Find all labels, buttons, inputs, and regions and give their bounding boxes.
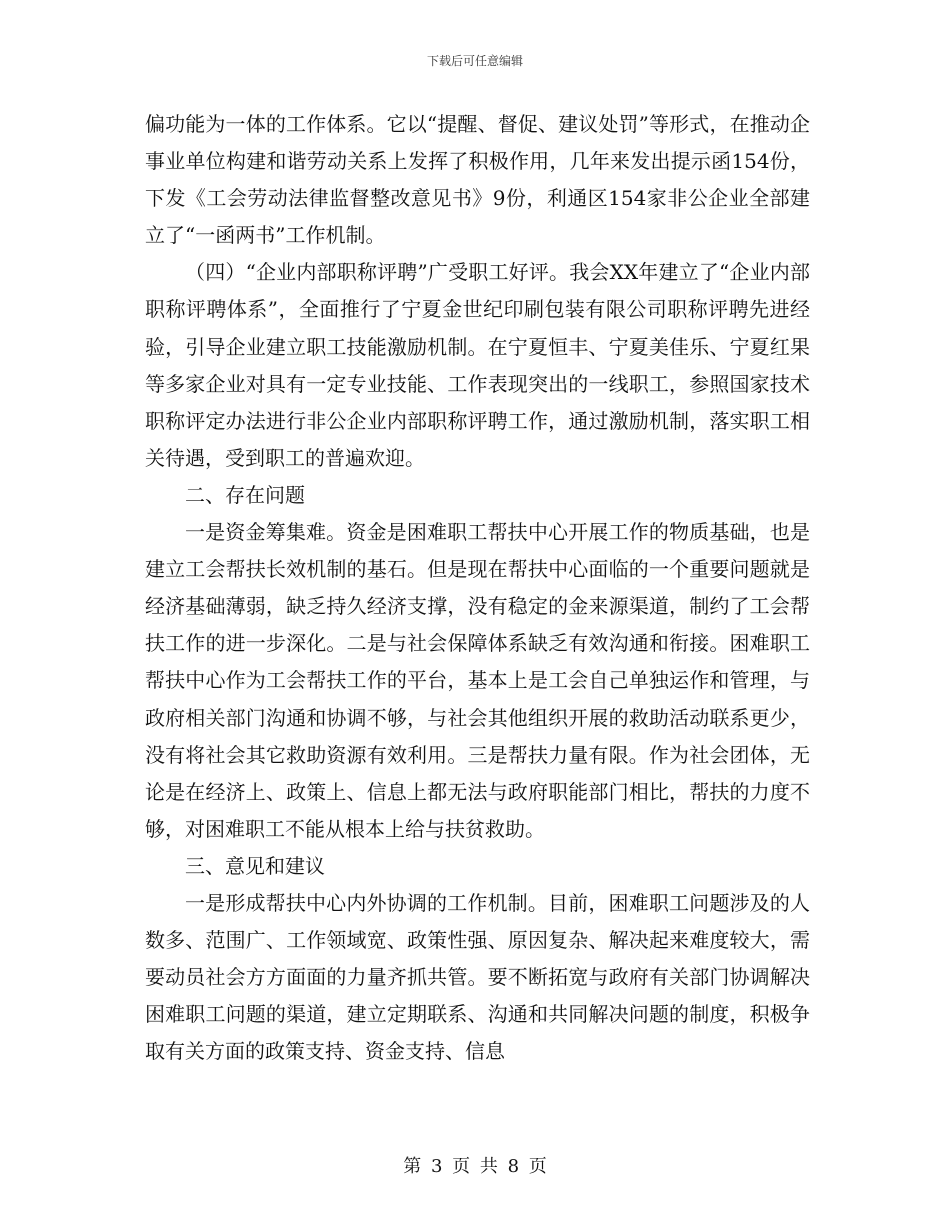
paragraph-section-four: （四）“企业内部职称评聘”广受职工好评。我会XX年建立了“企业内部职称评聘体系”，全面推行了宁夏金世纪印刷包装有限公司职称评聘先进经验，引导企业建立职工技能激励机制。在宁夏恒丰、宁夏美佳乐、宁夏红果等多家企业对具有一定专业技能、工作表现突出的一线职工，参照国家技术职称评定办法进行非公企业内部职称评聘工作，通过激励机制，落实职工相关待遇，受到职工的普遍欢迎。 [145, 260, 810, 470]
section-heading-problems: 二、存在问题 [185, 482, 305, 507]
page-number-footer: 第 3 页 共 8 页 [403, 1156, 547, 1177]
paragraph-problems: 一是资金筹集难。资金是困难职工帮扶中心开展工作的物质基础，也是建立工会帮扶长效机制的基石。但是现在帮扶中心面临的一个重要问题就是经济基础薄弱，缺乏持久经济支撑，没有稳定的金来源渠道，制约了工会帮扶工作的进一步深化。二是与社会保障体系缺乏有效沟通和衔接。困难职工帮扶中心作为工会帮扶工作的平台，基本上是工会自己单独运作和管理，与政府相关部门沟通和协调不够，与社会其他组织开展的救助活动联系更少，没有将社会其它救助资源有效利用。三是帮扶力量有限。作为社会团体，无论是在经济上、政策上、信息上都无法与政府职能部门相比，帮扶的力度不够，对困难职工不能从根本上给与扶贫救助。 [145, 520, 810, 841]
paragraph-suggestions: 一是形成帮扶中心内外协调的工作机制。目前，困难职工问题涉及的人数多、范围广、工作领域宽、政策性强、原因复杂、解决起来难度较大，需要动员社会方方面面的力量齐抓共管。要不断拓宽与政府有关部门协调解决困难职工问题的渠道，建立定期联系、沟通和共同解决问题的制度，积极争取有关方面的政策支持、资金支持、信息 [145, 890, 810, 1064]
paragraph-continued: 偏功能为一体的工作体系。它以“提醒、督促、建议处罚”等形式，在推动企事业单位构建和谐劳动关系上发挥了积极作用，几年来发出提示函154份，下发《工会劳动法律监督整改意见书》9份，利通区154家非公企业全部建立了“一函两书”工作机制。 [145, 112, 810, 248]
section-heading-suggestions: 三、意见和建议 [185, 853, 325, 878]
document-body [145, 106, 810, 1070]
page-header-note: 下载后可任意编辑 [426, 54, 523, 68]
